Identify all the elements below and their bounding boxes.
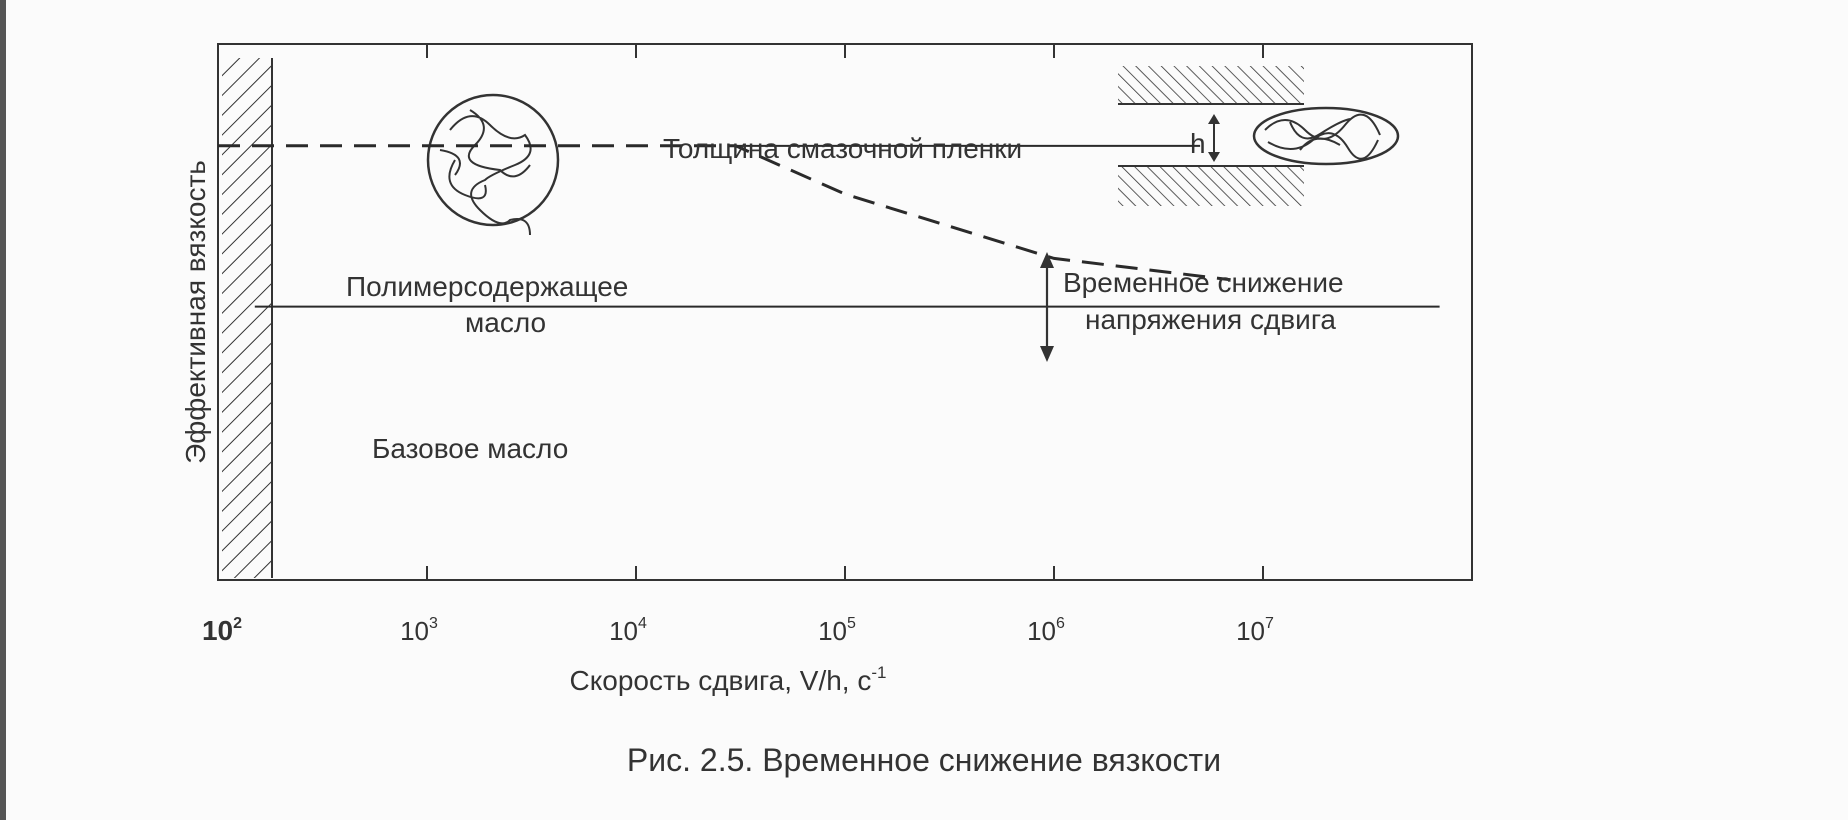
- x-tick-label: $10^5$: [818, 615, 856, 646]
- temp-reduction-label-2: напряжения сдвига: [1085, 304, 1336, 335]
- x-axis-title: [570, 663, 887, 696]
- polymer-oil-label-2: масло: [465, 307, 547, 338]
- x-axis-title-text: Скорость сдвига, V/h, с: [569, 665, 872, 696]
- x-tick-label: $10^4$: [609, 615, 647, 646]
- wall-hatch: [222, 58, 272, 578]
- series-line-polymer-oil: [218, 146, 1231, 280]
- polymer-coil-icon: [428, 95, 558, 235]
- figure-caption: Рис. 2.5. Временное снижение вязкости: [626, 742, 1222, 778]
- x-tick-label: $10^3$: [400, 615, 438, 646]
- x-tick-label: $10^2$: [201, 615, 243, 646]
- x-tick-label: $10^6$: [1027, 615, 1065, 646]
- x-tick-label: $10^7$: [1236, 615, 1274, 646]
- polymer-oil-label-1: Полимерсодержащее: [346, 271, 629, 302]
- film-thickness-label: Толщина смазочной пленки: [663, 133, 1023, 164]
- base-oil-label: Базовое масло: [372, 433, 569, 464]
- lubricant-gap-icon: [1118, 66, 1398, 206]
- temp-reduction-label-1: Временное снижение: [1063, 267, 1344, 298]
- x-axis-title-exp: -1: [871, 663, 887, 682]
- gap-h-label: h: [1190, 128, 1206, 159]
- y-axis-title: Эффективная вязкость: [180, 160, 211, 464]
